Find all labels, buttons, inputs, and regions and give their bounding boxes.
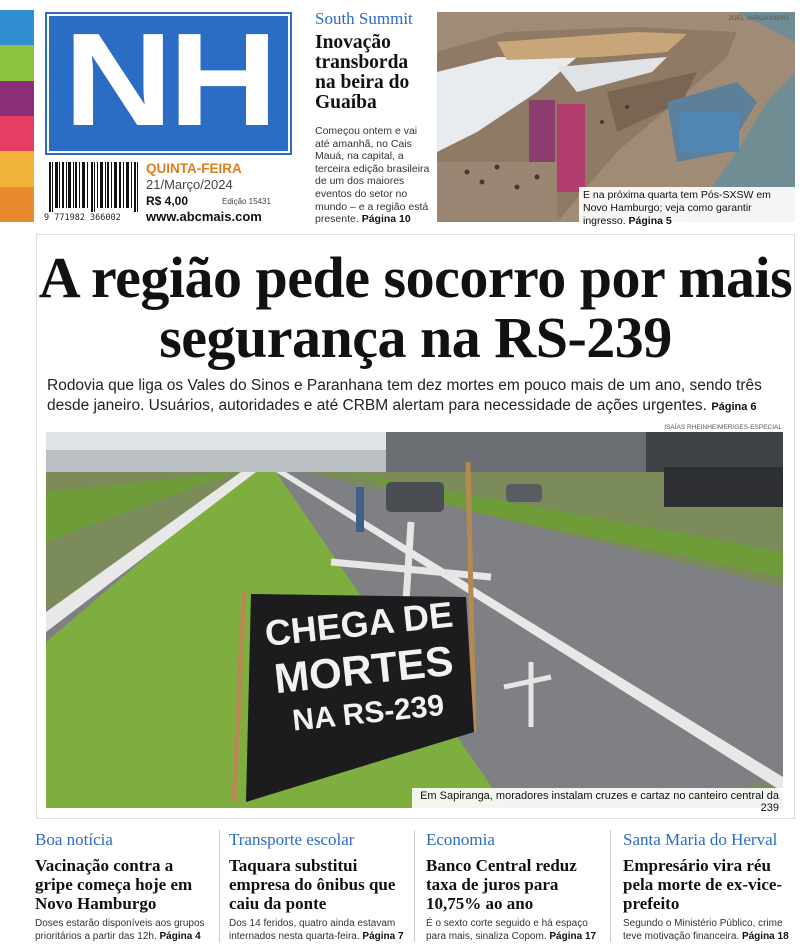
news-column[interactable] bbox=[35, 830, 215, 945]
strip-block bbox=[0, 187, 34, 222]
color-strip bbox=[0, 10, 34, 222]
top-story-title[interactable]: Inovação transborda na beira do Guaíba bbox=[315, 32, 410, 113]
column-title[interactable]: Empresário vira réu pela morte de ex-vice-prefeito bbox=[623, 856, 783, 913]
strip-block bbox=[0, 45, 34, 80]
column-body bbox=[229, 918, 409, 943]
main-photo-credit: ISAÍAS RHEINHEIMER/GES-ESPECIAL bbox=[664, 424, 782, 431]
top-caption-page-ref[interactable]: Página 5 bbox=[628, 215, 672, 227]
column-body bbox=[35, 918, 215, 943]
strip-block bbox=[0, 81, 34, 116]
logo-text: NH bbox=[63, 12, 274, 153]
column-title[interactable]: Taquara substitui empresa do ônibus que caiu da ponte bbox=[229, 856, 396, 913]
column-page-ref[interactable]: Página 7 bbox=[362, 930, 404, 942]
column-body bbox=[426, 918, 601, 943]
column-kicker: Economia bbox=[426, 830, 495, 849]
top-photo-credit: JOEL VARGAS/GVG bbox=[728, 15, 789, 22]
price-label: R$ 4,00 bbox=[146, 194, 189, 208]
column-title[interactable]: Banco Central reduz taxa de juros para 10,75% ao ano bbox=[426, 856, 577, 913]
news-column[interactable] bbox=[229, 830, 409, 945]
barcode-icon bbox=[47, 162, 139, 212]
top-story-kicker[interactable]: South Summit bbox=[315, 9, 413, 28]
main-headline[interactable]: A região pede socorro por mais segurança na RS-239 bbox=[38, 245, 793, 370]
sign-line: NA RS-239 bbox=[290, 688, 446, 738]
sign-line: MORTES bbox=[271, 636, 456, 703]
column-body-text: Doses estarão disponíveis aos grupos prioritários a partir das 12h. bbox=[35, 918, 205, 942]
column-kicker: Boa notícia bbox=[35, 830, 113, 849]
column-divider bbox=[414, 830, 415, 942]
strip-block bbox=[0, 151, 34, 186]
column-divider bbox=[219, 830, 220, 942]
site-link[interactable]: www.abcmais.com bbox=[146, 209, 262, 224]
protest-sign bbox=[250, 591, 478, 745]
edition-label: Edição 15431 bbox=[222, 197, 271, 206]
top-story-page-ref[interactable]: Página 10 bbox=[361, 213, 411, 226]
top-caption-text: E na próxima quarta tem Pós-SXSW em Novo Hamburgo; veja como garantir ingresso. bbox=[583, 189, 771, 227]
barcode-number: 9 771982 366002 bbox=[44, 213, 121, 223]
main-lead bbox=[47, 376, 787, 417]
column-kicker: Transporte escolar bbox=[229, 830, 355, 849]
column-page-ref[interactable]: Página 4 bbox=[159, 930, 201, 942]
top-photo-caption bbox=[579, 187, 795, 230]
day-label: QUINTA-FEIRA bbox=[146, 161, 242, 176]
strip-block bbox=[0, 116, 34, 151]
news-column[interactable] bbox=[623, 830, 795, 945]
column-page-ref[interactable]: Página 17 bbox=[549, 930, 597, 942]
column-divider bbox=[610, 830, 611, 942]
news-column[interactable] bbox=[426, 830, 601, 945]
strip-block bbox=[0, 10, 34, 45]
newspaper-logo[interactable] bbox=[45, 12, 292, 155]
main-story-photo[interactable] bbox=[46, 432, 783, 808]
column-kicker: Santa Maria do Herval bbox=[623, 830, 778, 849]
column-body bbox=[623, 918, 795, 943]
date-label: 21/Março/2024 bbox=[146, 177, 233, 192]
top-story-text: Começou ontem e vai até amanhã, no Cais Mauá, na capital, a terceira edição brasileira de um dos maiores eventos do setor no mundo – e a região está presente. bbox=[315, 125, 430, 226]
column-body-text: Segundo o Ministério Público, crime teve motivação financeira. bbox=[623, 918, 783, 942]
column-body-text: É o sexto corte seguido e há espaço para mais, sinaliza Copom. bbox=[426, 918, 588, 942]
main-photo-caption: Em Sapiranga, moradores instalam cruzes e cartaz no canteiro central da 239 bbox=[412, 788, 783, 816]
main-page-ref[interactable]: Página 6 bbox=[711, 401, 757, 413]
column-page-ref[interactable]: Página 18 bbox=[741, 930, 789, 942]
main-lead-text: Rodovia que liga os Vales do Sinos e Paranhana tem dez mortes em pouco mais de um ano, sendo três desde janeiro. Usuários, autoridades e até CRBM alertam para necessidade de ações urgentes. bbox=[47, 377, 762, 414]
column-title[interactable]: Vacinação contra a gripe começa hoje em Novo Hamburgo bbox=[35, 856, 193, 913]
top-story-body bbox=[315, 125, 433, 226]
sign-line: CHEGA DE bbox=[262, 593, 455, 654]
column-body-text: Dos 14 feridos, quatro ainda estavam internados nesta quarta-feira. bbox=[229, 918, 396, 942]
